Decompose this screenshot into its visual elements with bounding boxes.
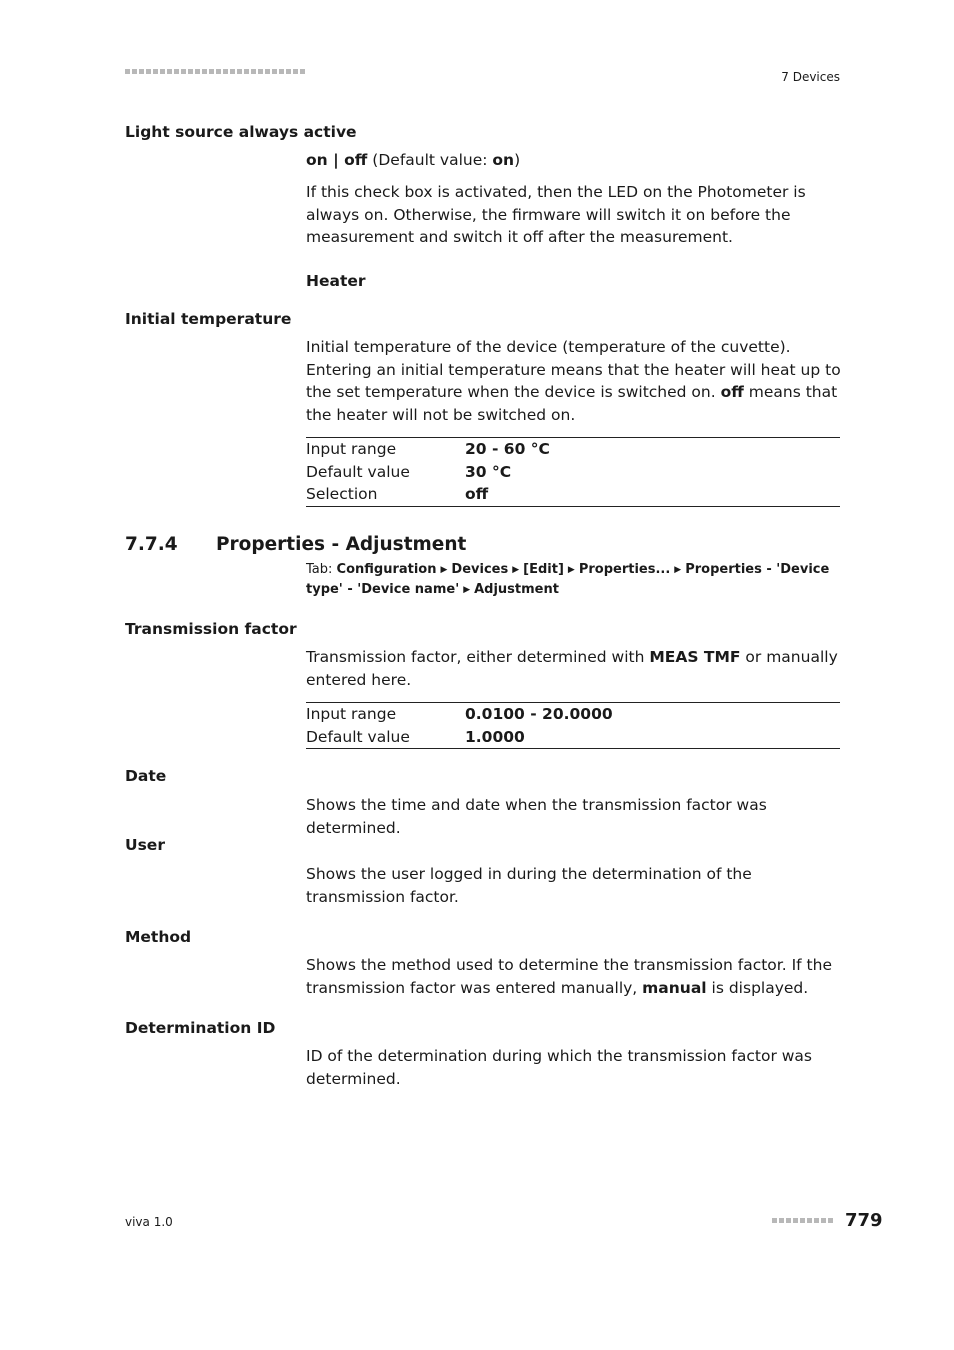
footer-decoration: [772, 1218, 835, 1237]
date-description: Shows the time and date when the transmission factor was determined.: [306, 796, 767, 837]
row-label: Default value: [306, 462, 410, 481]
row-label: Input range: [306, 705, 397, 723]
arrow-right-icon: ▶: [463, 585, 471, 595]
path-devices: Devices: [451, 562, 509, 577]
header-decoration: [125, 69, 307, 79]
light-source-values: on | off (Default value: on): [306, 151, 521, 169]
initial-temperature-table: [306, 437, 840, 507]
path-properties: Properties...: [578, 562, 671, 577]
table-row: [306, 703, 840, 726]
term-light-source: Light source always active: [125, 123, 357, 141]
row-value: 30 °C: [465, 462, 512, 481]
table-row: [306, 483, 840, 506]
method-description: Shows the method used to determine the transmission factor. If the transmission factor was entered manually, manual is displayed.: [306, 956, 832, 997]
initial-temperature-description: Initial temperature of the device (temperature of the cuvette). Entering an initial temperature means that the heater will heat up to the set temperature when the device is switched on. off means that the heater will not be switched on.: [306, 338, 841, 425]
arrow-right-icon: ▶: [440, 565, 448, 575]
header-chapter: 7 Devices: [781, 70, 840, 84]
table-row: [306, 726, 840, 749]
row-value: off: [465, 485, 489, 504]
determination-id-description: ID of the determination during which the transmission factor was determined.: [306, 1047, 813, 1088]
arrow-right-icon: ▶: [674, 565, 682, 575]
footer-product: viva 1.0: [125, 1215, 173, 1229]
row-label: Selection: [306, 485, 378, 504]
row-label: Input range: [306, 440, 397, 458]
transmission-factor-description: Transmission factor, either determined with MEAS TMF or manually entered here.: [306, 648, 838, 689]
path-properties-device: Properties - 'Device type' - 'Device name': [306, 562, 830, 597]
arrow-right-icon: ▶: [567, 565, 575, 575]
row-value: 20 - 60 °C: [465, 440, 550, 458]
page-number: 779: [845, 1210, 883, 1231]
row-value: 1.0000: [465, 727, 525, 746]
transmission-factor-table: [306, 702, 840, 749]
path-adjustment: Adjustment: [474, 582, 559, 597]
arrow-right-icon: ▶: [512, 565, 520, 575]
row-label: Default value: [306, 727, 410, 746]
term-user: User: [125, 836, 165, 854]
term-method: Method: [125, 928, 192, 946]
row-value: 0.0100 - 20.0000: [465, 705, 613, 723]
section-number: 7.7.4: [125, 534, 178, 555]
term-determination-id: Determination ID: [125, 1019, 276, 1037]
term-transmission-factor: Transmission factor: [125, 620, 297, 638]
section-title: Properties - Adjustment: [216, 534, 467, 555]
table-row: [306, 438, 840, 461]
table-row: [306, 461, 840, 484]
path-configuration: Configuration: [336, 562, 437, 577]
heater-heading: Heater: [306, 272, 366, 290]
tab-navigation-path: Tab: Configuration ▶ Devices ▶ [Edit] ▶ Properties... ▶ Properties - 'Device type' - 'Device name' ▶ Adjustment: [306, 562, 830, 597]
term-date: Date: [125, 767, 167, 785]
term-initial-temperature: Initial temperature: [125, 310, 292, 328]
light-source-description: If this check box is activated, then the LED on the Photometer is always on. Otherwise, the firmware will switch it on before the measurement and switch it off after the measurement.: [306, 183, 806, 247]
user-description: Shows the user logged in during the determination of the transmission factor.: [306, 865, 752, 906]
path-edit: [Edit]: [523, 562, 564, 577]
